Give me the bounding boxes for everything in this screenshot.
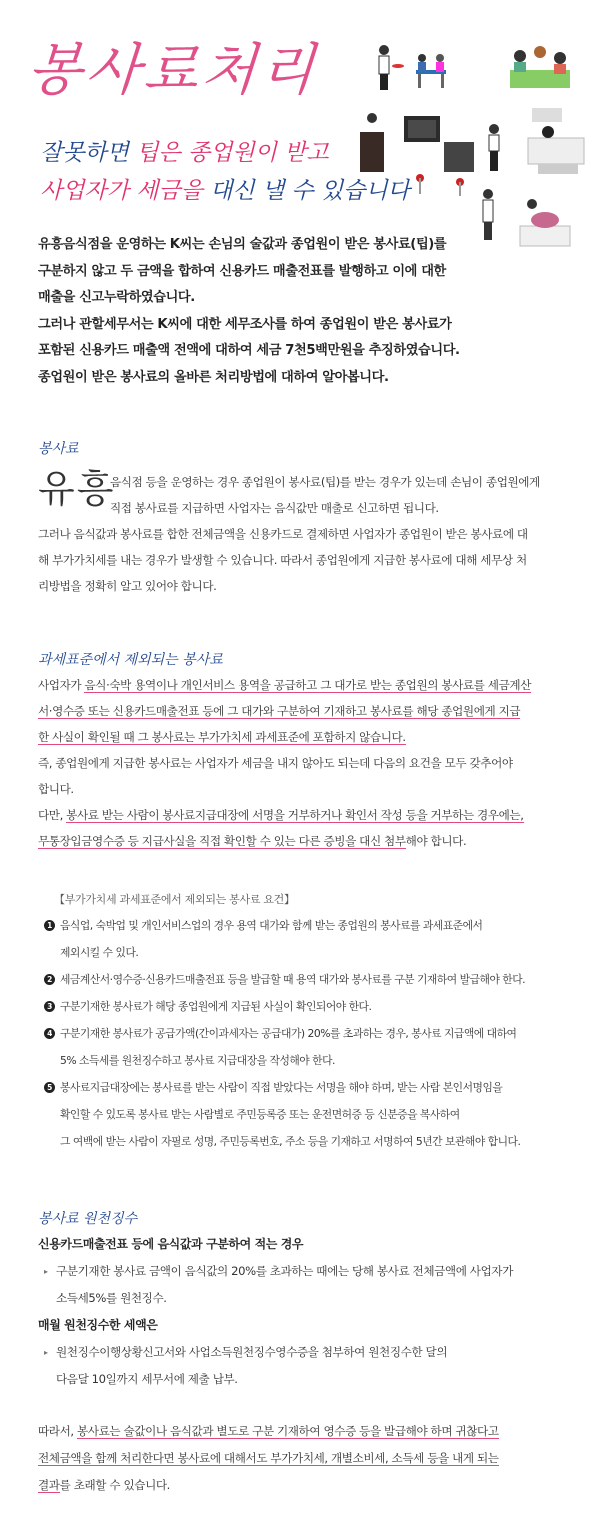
underlined-text: 결과 [38, 1478, 60, 1492]
page-title: 봉사료처리 [25, 38, 321, 103]
dining-table-figure [416, 54, 446, 88]
section-title-withholding: 봉사료 원천징수 [38, 1211, 138, 1227]
number-badge: 2 [44, 974, 55, 985]
number-badge: 4 [44, 1028, 55, 1039]
section1-lead [110, 469, 570, 521]
intro-line: 종업원이 받은 봉사료의 올바른 처리방법에 대하여 알아봅니다. [38, 369, 389, 385]
requirement-line: 5% 소득세를 원천징수하고 봉사료 지급대장을 작성해야 한다. [60, 1054, 335, 1067]
body-line: 리방법을 정확히 알고 있어야 합니다. [38, 579, 217, 593]
underlined-text: 봉사료는 술값이나 음식값과 별도로 구분 기재하여 영수증 등을 발급해야 하며 귀찮다고 [76, 1424, 499, 1438]
subtitle-line1-em: 팁은 종업원이 받고 [136, 140, 329, 166]
requirement-line: 구분기재한 봉사료가 공급가액(간이과세자는 공급대가) 20%를 초과하는 경우, 봉사료 지급액에 대하여 [60, 1027, 517, 1040]
server-figure [489, 124, 499, 171]
withholding-heading: 신용카드매출전표 등에 음식값과 구분하여 적는 경우 [38, 1237, 304, 1251]
underlined-text: 음식·숙박 용역이나 개인서비스 용역을 공급하고 그 대가로 받는 종업원의 봉사료를 세금계산 [84, 678, 532, 692]
body-line: 음식점 등을 운영하는 경우 종업원이 봉사료(팁)를 받는 경우가 있는데 손님이 종업원에게 [110, 475, 540, 489]
requirement-item [44, 1020, 572, 1074]
kitchen-figure [528, 108, 584, 174]
waiter-figure [379, 45, 404, 90]
body-text: 다만, [38, 808, 67, 822]
section2-body [38, 672, 566, 854]
section-title-tips: 봉사료 [38, 441, 79, 457]
number-badge: 5 [44, 1082, 55, 1093]
requirement-line: 봉사료지급대장에는 봉사료를 받는 사람이 직접 받았다는 서명을 해야 하며, 받는 사람 본인서명임을 [60, 1081, 503, 1094]
underlined-text: 봉사료 받는 사람이 봉사료지급대장에 서명을 거부하거나 확인서 작성 등을 거부하는 경우에는, [66, 808, 524, 822]
withholding-heading: 매월 원천징수한 세액은 [38, 1318, 158, 1332]
number-badge: 1 [44, 920, 55, 931]
intro-line: 구분하지 않고 두 금액을 합하여 신용카드 매출전표를 발행하고 이에 대한 [38, 263, 446, 279]
intro-line: 그러나 관할세무서는 K씨에 대한 세무조사를 하여 종업원이 받은 봉사료가 [38, 316, 452, 332]
requirement-line: 확인할 수 있도록 봉사료 받는 사람별로 주민등록증 또는 운전면허증 등 신분증을 복사하여 [60, 1108, 460, 1121]
intro-line: 매출을 신고누락하였습니다. [38, 290, 195, 306]
number-badge: 3 [44, 1001, 55, 1012]
subtitle-line1-pre: 잘못하면 [40, 140, 137, 166]
arrow-icon: ▸ [44, 1267, 48, 1276]
withholding-item [38, 1339, 566, 1393]
subtitle-line2-pre: 사업자가 세금을 [40, 178, 211, 204]
requirements-list [44, 912, 572, 1155]
intro-line: 유흥음식점을 운영하는 K씨는 손님의 술값과 종업원이 받은 봉사료(팁)를 [38, 237, 447, 252]
requirement-line: 그 여백에 받는 사람이 자필로 성명, 주민등록번호, 주소 등을 기재하고 서명하여 5년간 보관해야 합니다. [60, 1135, 521, 1148]
body-line: 그러나 음식값과 봉사료를 합한 전체금액을 신용카드로 결제하면 사업자가 종업원이 받은 봉사료에 대 [38, 527, 528, 541]
body-line: 해 부가가치세를 내는 경우가 발생할 수 있습니다. 따라서 종업원에게 지급한 봉사료에 대해 세무상 처 [38, 553, 527, 567]
group-table-figure [510, 46, 570, 88]
requirement-item [44, 912, 572, 966]
requirements-title: 【부가가치세 과세표준에서 제외되는 봉사료 요건】 [54, 893, 295, 906]
body-line: 구분기재한 봉사료 금액이 음식값의 20%를 초과하는 때에는 당해 봉사료 전체금액에 사업자가 [56, 1264, 514, 1278]
arrow-icon: ▸ [44, 1348, 48, 1357]
conclusion [38, 1418, 566, 1499]
body-text: 따라서, [38, 1424, 77, 1438]
body-text: 를 초래할 수 있습니다. [59, 1478, 170, 1492]
body-line: 소득세5%를 원천징수. [56, 1291, 167, 1305]
section1-body [38, 521, 566, 599]
body-text: 사업자가 [38, 678, 85, 692]
underlined-text: 무통장입금영수증 등 지급사실을 직접 확인할 수 있는 다른 증빙을 대신 첨부 [38, 834, 406, 848]
body-line: 원천징수이행상황신고서와 사업소득원천징수영수증을 첨부하여 원천징수한 달의 [56, 1345, 448, 1359]
section3-body [38, 1231, 566, 1393]
underlined-text: 전체금액을 함께 처리한다면 봉사료에 대해서도 부가가치세, 개별소비세, 소득세 등을 내게 되는 [38, 1451, 499, 1465]
body-line: 즉, 종업원에게 지급한 봉사료는 사업자가 세금을 내지 않아도 되는데 다음의 요건을 모두 갖추어야 [38, 756, 513, 770]
underlined-text: 서·영수증 또는 신용카드매출전표 등에 그 대가와 구분하여 기재하고 봉사료를 해당 종업원에게 지급 [38, 704, 521, 718]
intro-paragraph [38, 232, 558, 392]
subtitle-line2-rest: 대신 낼 수 있습니다 [210, 178, 410, 204]
body-line: 합니다. [38, 782, 74, 796]
requirement-line: 구분기재한 봉사료가 해당 종업원에게 지급된 사실이 확인되어야 한다. [60, 1000, 372, 1013]
requirement-line: 세금계산서·영수증·신용카드매출전표 등을 발급할 때 용역 대가와 봉사료를 구분 기재하여 발급해야 한다. [60, 973, 526, 986]
body-line: 다음달 10일까지 세무서에 제출 납부. [56, 1372, 238, 1386]
section-title-excluded: 과세표준에서 제외되는 봉사료 [38, 652, 223, 668]
requirement-line: 제외시킬 수 있다. [60, 946, 139, 959]
underlined-text: 한 사실이 확인될 때 그 봉사료는 부가가치세 과세표준에 포함하지 않습니다. [38, 730, 406, 744]
withholding-item [38, 1258, 566, 1312]
requirement-line: 음식업, 숙박업 및 개인서비스업의 경우 용역 대가와 함께 받는 종업원의 봉사료를 과세표준에서 [60, 919, 483, 932]
body-text: 해야 합니다. [405, 834, 467, 848]
intro-line: 포함된 신용카드 매출액 전액에 대하여 세금 7천5백만원을 추징하였습니다. [38, 343, 460, 359]
bar-counter-figure [360, 113, 474, 196]
requirement-item [44, 1074, 572, 1155]
body-line: 직접 봉사료를 지급하면 사업자는 음식값만 매출로 신고하면 됩니다. [110, 501, 439, 515]
requirement-item [44, 993, 572, 1020]
requirement-item [44, 966, 572, 993]
dropcap: 유흥 [38, 467, 116, 511]
